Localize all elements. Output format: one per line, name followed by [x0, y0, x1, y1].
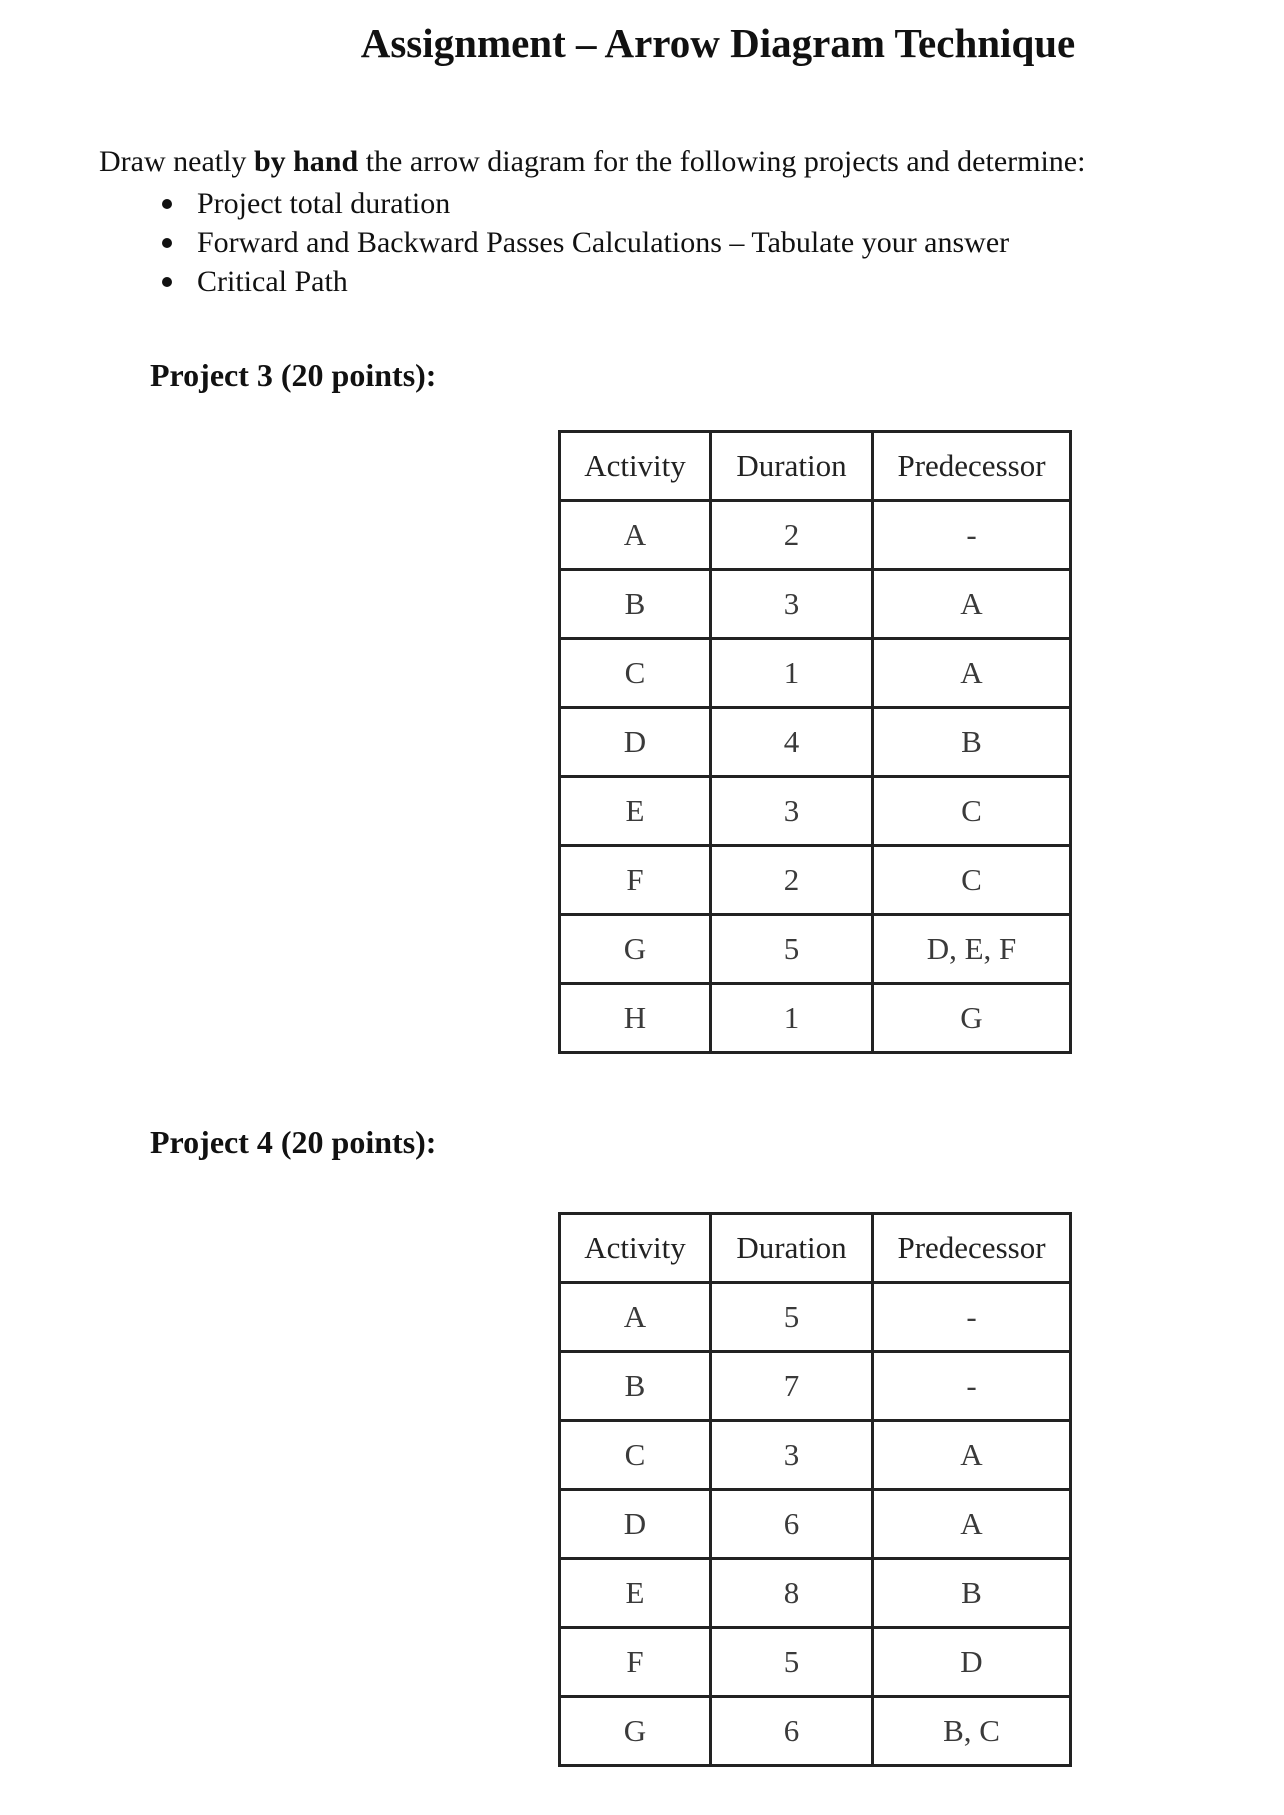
list-item-text: Forward and Backward Passes Calculations – Tabulate your answer: [197, 226, 1010, 259]
duration-cell: 1: [711, 639, 873, 708]
table-row: [560, 777, 1071, 846]
lead-text-after: the arrow diagram for the following projects and determine:: [358, 145, 1086, 178]
header-duration: Duration: [711, 1214, 873, 1283]
page-title: Assignment – Arrow Diagram Technique: [360, 20, 1076, 66]
duration-cell: 6: [711, 1697, 873, 1766]
project-4-table: [558, 1212, 1072, 1767]
duration-cell: 5: [711, 1628, 873, 1697]
predecessor-cell: B: [873, 708, 1071, 777]
table-row: [560, 984, 1071, 1053]
project-4-heading: Project 4 (20 points):: [150, 1124, 437, 1160]
activity-cell: C: [560, 639, 711, 708]
predecessor-cell: G: [873, 984, 1071, 1053]
activity-cell: F: [560, 1628, 711, 1697]
list-item: [99, 184, 1085, 223]
predecessor-cell: -: [873, 1283, 1071, 1352]
list-item-text: Critical Path: [197, 265, 348, 298]
activity-cell: D: [560, 1490, 711, 1559]
predecessor-cell: D: [873, 1628, 1071, 1697]
table-row: [560, 1490, 1071, 1559]
activity-cell: A: [560, 501, 711, 570]
activity-cell: H: [560, 984, 711, 1053]
table-header-row: [560, 432, 1071, 501]
table-row: [560, 1421, 1071, 1490]
activity-cell: B: [560, 570, 711, 639]
table-row: [560, 1628, 1071, 1697]
activity-cell: E: [560, 777, 711, 846]
activity-cell: G: [560, 915, 711, 984]
table-row: [560, 639, 1071, 708]
activity-cell: G: [560, 1697, 711, 1766]
lead-text-bold: by hand: [253, 145, 359, 178]
project-3-heading: Project 3 (20 points):: [150, 357, 437, 393]
table-row: [560, 1697, 1071, 1766]
bullet-icon: [162, 199, 172, 209]
predecessor-cell: A: [873, 1421, 1071, 1490]
header-activity: Activity: [560, 432, 711, 501]
duration-cell: 1: [711, 984, 873, 1053]
list-item: [99, 262, 1085, 301]
activity-cell: D: [560, 708, 711, 777]
table-row: [560, 708, 1071, 777]
duration-cell: 4: [711, 708, 873, 777]
project-3-table: [558, 430, 1072, 1054]
activity-cell: B: [560, 1352, 711, 1421]
header-duration: Duration: [711, 432, 873, 501]
table-row: [560, 501, 1071, 570]
duration-cell: 8: [711, 1559, 873, 1628]
table-row: [560, 915, 1071, 984]
activity-cell: E: [560, 1559, 711, 1628]
table-row: [560, 570, 1071, 639]
predecessor-cell: B, C: [873, 1697, 1071, 1766]
instructions: [99, 140, 1085, 301]
activity-cell: A: [560, 1283, 711, 1352]
duration-cell: 3: [711, 1421, 873, 1490]
activity-cell: C: [560, 1421, 711, 1490]
requirements-list: [99, 184, 1085, 301]
table-row: [560, 1352, 1071, 1421]
predecessor-cell: C: [873, 777, 1071, 846]
duration-cell: 3: [711, 570, 873, 639]
predecessor-cell: A: [873, 570, 1071, 639]
table-row: [560, 1283, 1071, 1352]
activity-cell: F: [560, 846, 711, 915]
instructions-lead: [99, 140, 1085, 184]
predecessor-cell: B: [873, 1559, 1071, 1628]
duration-cell: 2: [711, 846, 873, 915]
predecessor-cell: C: [873, 846, 1071, 915]
predecessor-cell: A: [873, 639, 1071, 708]
bullet-icon: [162, 277, 172, 287]
duration-cell: 2: [711, 501, 873, 570]
list-item: [99, 223, 1085, 262]
duration-cell: 6: [711, 1490, 873, 1559]
header-predecessor: Predecessor: [873, 432, 1071, 501]
table-row: [560, 1559, 1071, 1628]
header-activity: Activity: [560, 1214, 711, 1283]
header-predecessor: Predecessor: [873, 1214, 1071, 1283]
predecessor-cell: -: [873, 1352, 1071, 1421]
duration-cell: 3: [711, 777, 873, 846]
duration-cell: 7: [711, 1352, 873, 1421]
table-header-row: [560, 1214, 1071, 1283]
predecessor-cell: A: [873, 1490, 1071, 1559]
predecessor-cell: -: [873, 501, 1071, 570]
lead-text-before: Draw neatly: [99, 145, 254, 178]
bullet-icon: [162, 238, 172, 248]
duration-cell: 5: [711, 915, 873, 984]
table-row: [560, 846, 1071, 915]
duration-cell: 5: [711, 1283, 873, 1352]
list-item-text: Project total duration: [197, 187, 451, 220]
predecessor-cell: D, E, F: [873, 915, 1071, 984]
